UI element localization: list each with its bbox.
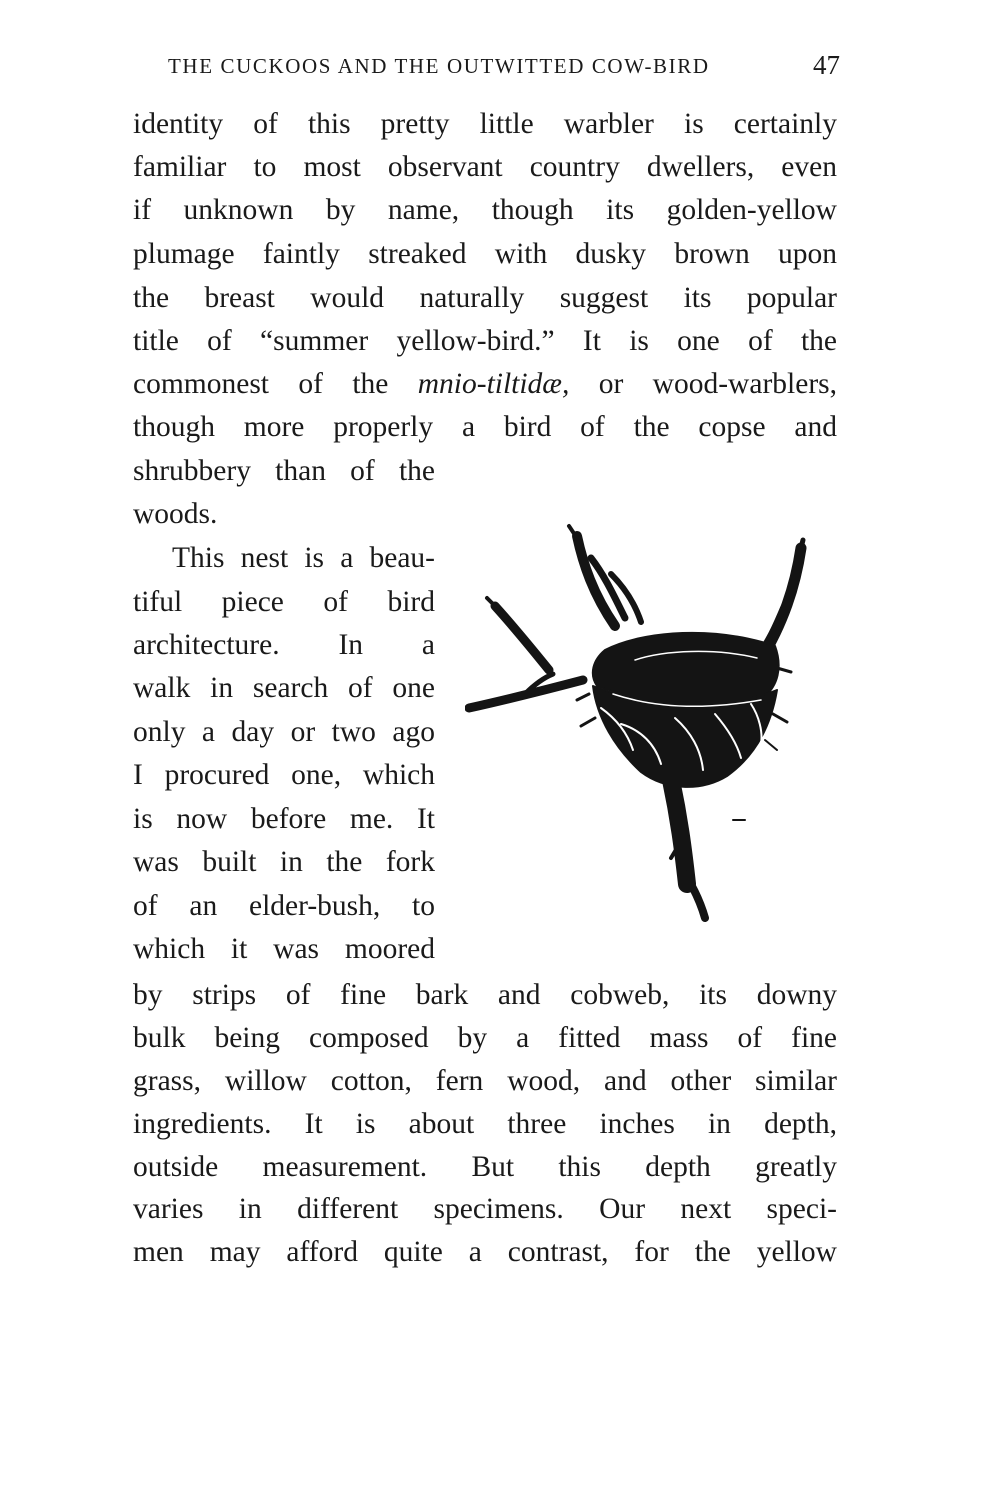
text-line: was built in the fork: [133, 846, 435, 878]
text-line: men may afford quite a contrast, for the yellow: [133, 1236, 837, 1268]
text-line: though more properly a bird of the copse and: [133, 411, 837, 443]
bird-nest-icon: [465, 518, 820, 928]
text-line: familiar to most observant country dwellers, even: [133, 151, 837, 183]
text-run: commonest of the: [133, 368, 389, 400]
text-line: outside measurement. But this depth greatly: [133, 1151, 837, 1183]
text-line: I procured one, which: [133, 759, 435, 791]
text-line: only a day or two ago: [133, 716, 435, 748]
text-line: title of “summer yellow-bird.” It is one of the: [133, 325, 837, 357]
text-run: or wood-warblers,: [598, 368, 837, 400]
text-line: by strips of fine bark and cobweb, its downy: [133, 979, 837, 1011]
text-line: of an elder-bush, to: [133, 890, 435, 922]
bird-nest-illustration: [465, 518, 820, 928]
text-line: the breast would naturally suggest its popular: [133, 282, 837, 314]
text-line: ingredients. It is about three inches in depth,: [133, 1108, 837, 1140]
text-line: varies in different specimens. Our next speci-: [133, 1193, 837, 1225]
running-head: [168, 50, 840, 84]
text-line: [133, 364, 837, 404]
running-title: THE CUCKOOS AND THE OUTWITTED COW-BIRD: [168, 54, 710, 78]
text-line: grass, willow cotton, fern wood, and other similar: [133, 1065, 837, 1097]
text-line: identity of this pretty little warbler is certainly: [133, 108, 837, 140]
text-line: if unknown by name, though its golden-yellow: [133, 194, 837, 226]
text-line: woods.: [133, 498, 218, 530]
text-line: walk in search of one: [133, 672, 435, 704]
text-line: which it was moored: [133, 933, 435, 965]
text-line: plumage faintly streaked with dusky brown upon: [133, 238, 837, 270]
text-line: This nest is a beau-: [172, 542, 435, 574]
text-line: architecture. In a: [133, 629, 435, 661]
italic-genus-name: mnio-tiltidæ,: [417, 368, 570, 400]
text-line: bulk being composed by a fitted mass of fine: [133, 1022, 837, 1054]
text-line: tiful piece of bird: [133, 586, 435, 618]
page-number: 47: [813, 50, 840, 80]
text-line: shrubbery than of the: [133, 455, 435, 487]
text-line: is now before me. It: [133, 803, 435, 835]
